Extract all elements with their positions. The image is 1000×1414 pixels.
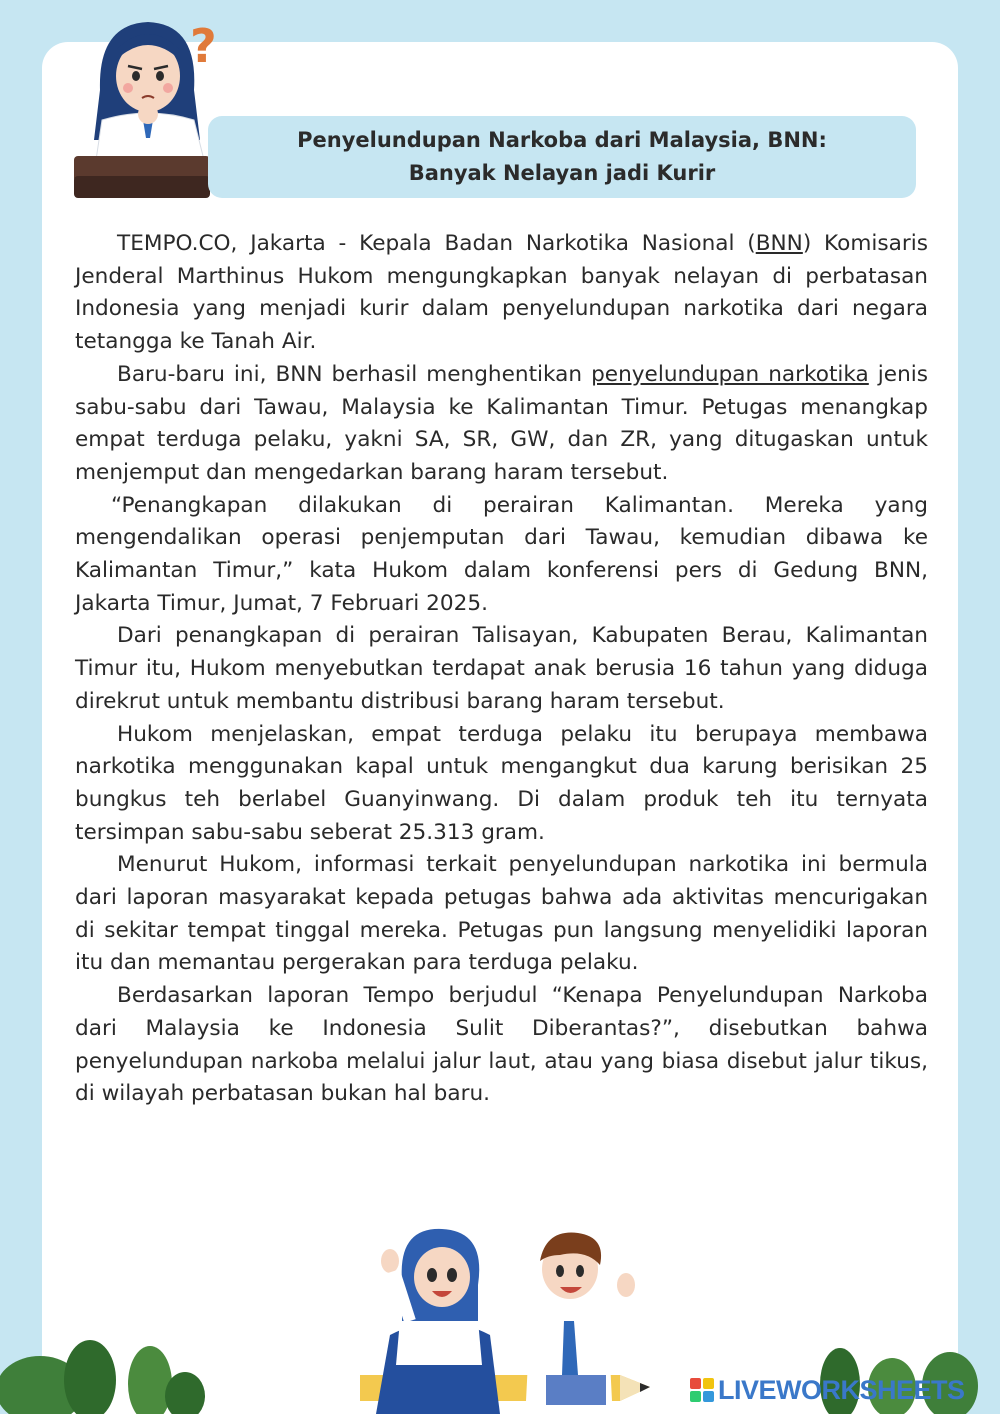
paragraph-5: Hukom menjelaskan, empat terduga pelaku itu berupaya membawa narkotika menggunakan kapal untuk mengangkut dua karung berisikan 25 bungkus teh berlabel Guanyinwang. Di dalam produk teh itu ternyata tersimpan sabu-sabu seberat 25.313 gram.: [75, 721, 928, 845]
question-mark-icon: ?: [190, 19, 217, 73]
paragraph-2: Baru-baru ini, BNN berhasil menghentikan penyelundupan narkotika jenis sabu-sabu dari Tawau, Malaysia ke Kalimantan Timur. Petugas menangkap empat terduga pelaku, yakni SA, SR, GW, dan ZR, yang ditugaskan untuk menjemput dan mengedarkan barang haram tersebut.: [75, 361, 929, 485]
paragraph-6: Menurut Hukom, informasi terkait penyelundupan narkotika ini bermula dari laporan masyarakat kepada petugas bahwa ada aktivitas mencurigakan di sekitar tempat tinggal mereka. Petugas pun langsung menyelidiki laporan itu dan memantau pergerakan para terduga pelaku.: [75, 852, 928, 976]
brand-label: LIVEWORKSHEETS: [718, 1374, 965, 1405]
plant-decoration-left-icon: [0, 1320, 210, 1414]
article-body: [75, 228, 928, 1111]
paragraph-1: TEMPO.CO, Jakarta - Kepala Badan Narkotika Nasional (BNN) Komisaris Jenderal Marthinus Hukom mengungkapkan banyak nelayan di perbatasan Indonesia yang menjadi kurir dalam penyelundupan narkotika dari negara tetangga ke Tanah Air.: [75, 231, 928, 355]
article-title-box: [208, 116, 916, 198]
paragraph-4: Dari penangkapan di perairan Talisayan, Kabupaten Berau, Kalimantan Timur itu, Hukom menyebutkan terdapat anak berusia 16 tahun yang diduga direkrut untuk membantu distribusi barang haram tersebut.: [75, 623, 928, 714]
title-line-1: Penyelundupan Narkoba dari Malaysia, BNN:: [297, 128, 827, 152]
students-on-pencil-illustration: [350, 1225, 660, 1414]
liveworksheets-logo-icon: [690, 1378, 714, 1402]
paragraph-7: Berdasarkan laporan Tempo berjudul “Kenapa Penyelundupan Narkoba dari Malaysia ke Indonesia Sulit Diberantas?”, disebutkan bahwa penyelundupan narkoba melalui jalur laut, atau yang biasa disebut jalur tikus, di wilayah perbatasan bukan hal baru.: [75, 983, 928, 1107]
liveworksheets-brand[interactable]: [690, 1372, 965, 1408]
penyelundupan-narkotika-link[interactable]: penyelundupan narkotika: [591, 361, 869, 387]
paragraph-3: “Penangkapan dilakukan di perairan Kalimantan. Mereka yang mengendalikan operasi penjemputan dari Tawau, kemudian dibawa ke Kalimantan Timur,” kata Hukom dalam konferensi pers di Gedung BNN, Jakarta Timur, Jumat, 7 Februari 2025.: [75, 492, 928, 616]
bnn-link[interactable]: BNN: [755, 231, 803, 256]
title-line-2: Banyak Nelayan jadi Kurir: [408, 161, 716, 185]
